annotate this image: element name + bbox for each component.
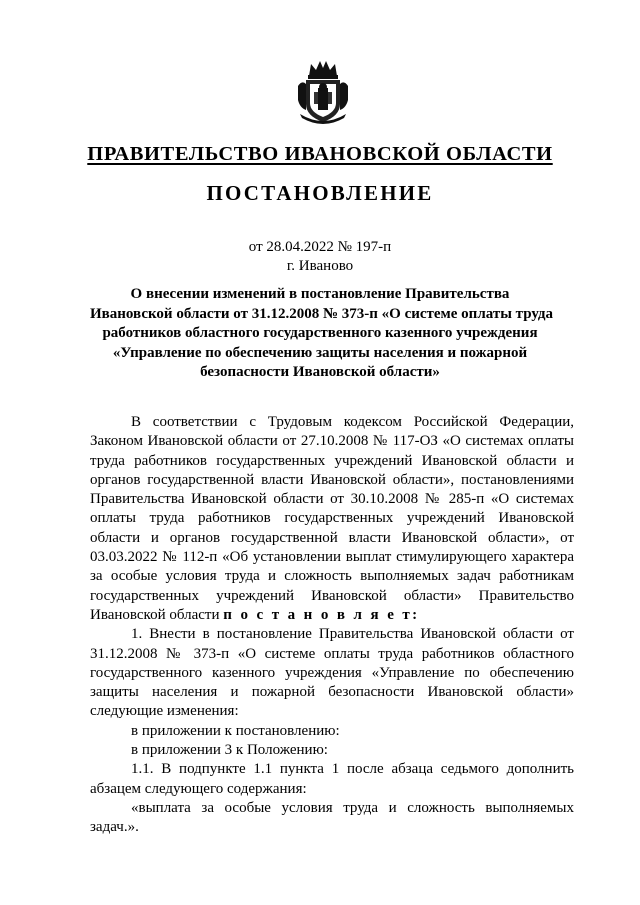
title-line: «Управление по обеспечению защиты населения и пожарной (112, 344, 528, 361)
document-title (90, 285, 554, 383)
title-line: О внесении изменений в постановление Правительства (130, 286, 510, 302)
preamble-paragraph (90, 413, 574, 625)
resolves-word: п о с т а н о в л я е т: (223, 606, 420, 623)
title-line: Ивановской области от 31.12.2008 № 373-п «О системе оплаты труда (90, 305, 554, 322)
appendix-line: в приложении к постановлению: (131, 722, 340, 739)
title-line: работников областного государственного казенного учреждения (102, 325, 538, 341)
document-date-number: от 28.04.2022 № 197-п (248, 239, 392, 255)
item-1-paragraph: 1. Внести в постановление Правительства Ивановской области от 31.12.2008 № 373-п «О системе оплаты труда работников областного государственного казенного учреждения «Управление по обеспечению защиты населения и пожарной безопасности Ивановской области» следующие изменения: (90, 626, 574, 720)
document-city: г. Иваново (286, 258, 354, 274)
subitem-1-1-paragraph: 1.1. В подпункте 1.1 пункта 1 после абзаца седьмого дополнить абзацем следующего содержания: (90, 761, 574, 797)
title-line: безопасности Ивановской области» (200, 364, 440, 380)
document-body (90, 413, 574, 838)
quoted-addition-paragraph: «выплата за особые условия труда и сложность выполняемых задач.». (90, 799, 574, 836)
preamble-text: В соответствии с Трудовым кодексом Российской Федерации, Законом Ивановской области от 27.10.2008 № 117-ОЗ «О системах оплаты труда работников государственных учреждений Ивановской области и органов государственной власти Ивановской области», постановлениями Правительства Ивановской области от 30.10.2008 № 285-п «О системах оплаты труда работников государственных учреждений Ивановской области и органов государственной власти Ивановской области», от 03.03.2022 № 112-п «Об установлении выплат стимулирующего характера за особые условия труда и сложность выполняемых задач работникам государственных учреждений Ивановской области» Правительство Ивановской области (90, 414, 574, 623)
document-type: ПОСТАНОВЛЕНИЕ (206, 181, 434, 205)
ivanovo-coat-of-arms-icon (296, 58, 350, 126)
appendix-3-line: в приложении 3 к Положению: (131, 742, 328, 759)
organization-name: ПРАВИТЕЛЬСТВО ИВАНОВСКОЙ ОБЛАСТИ (87, 143, 553, 165)
